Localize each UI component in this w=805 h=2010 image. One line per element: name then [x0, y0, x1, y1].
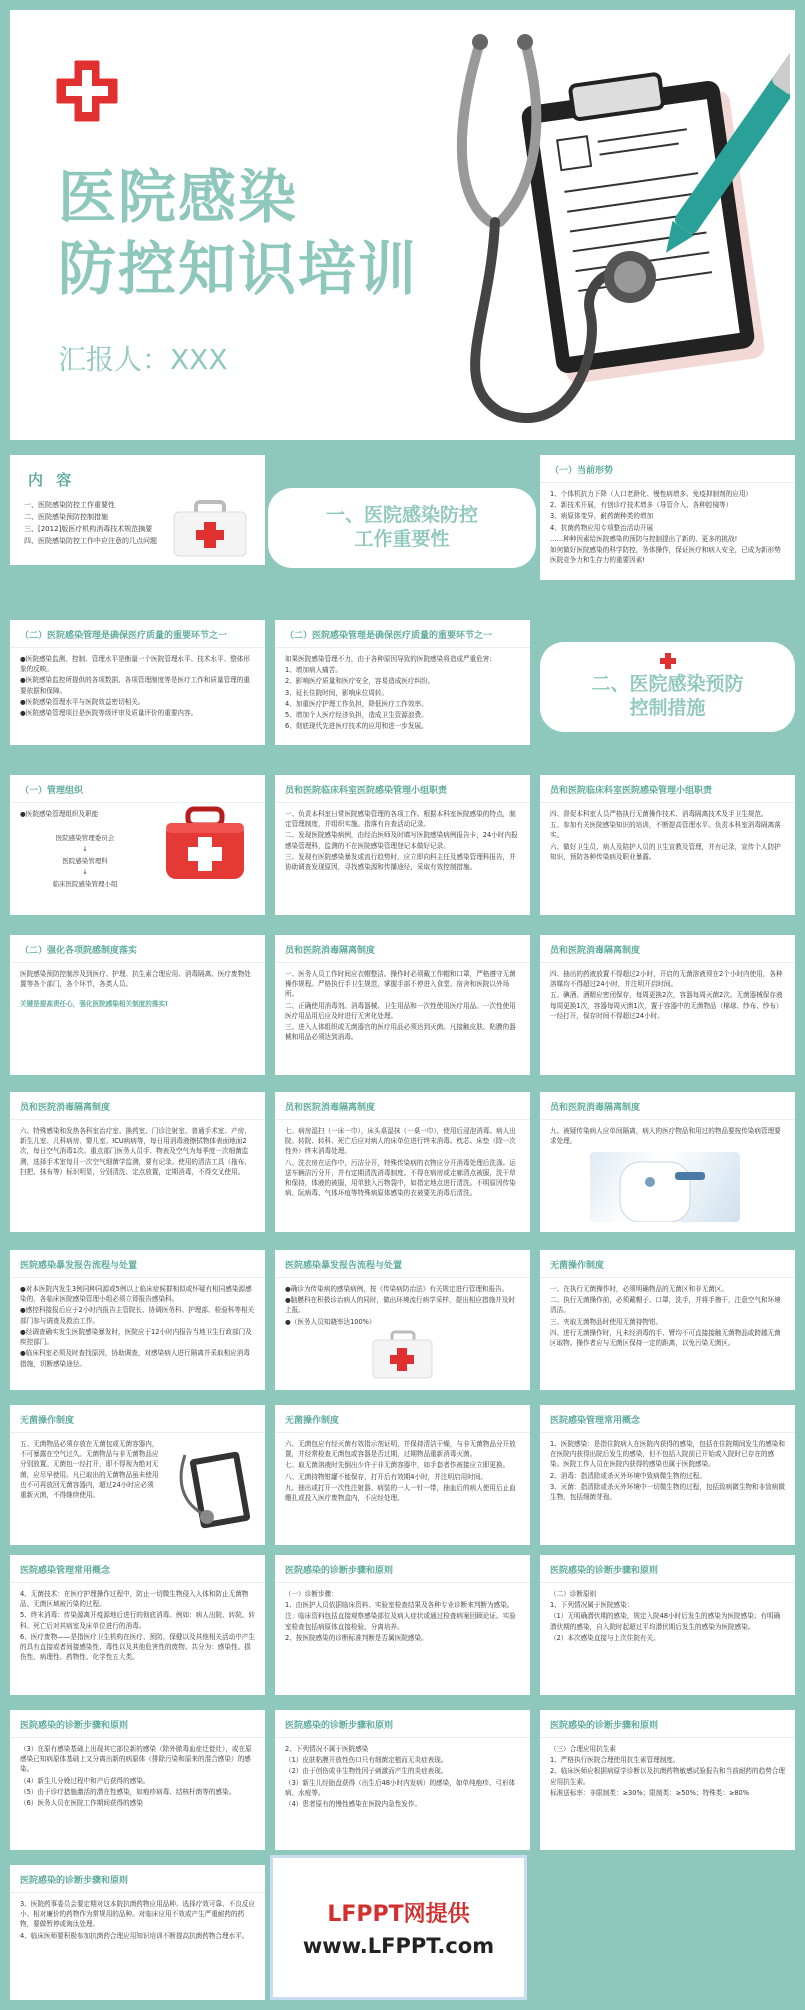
slide-heading: 医院感染管理常用概念 — [10, 1555, 265, 1583]
slide-line: 1、严格执行医院合理使用抗生素管理制度。 — [550, 1756, 680, 1765]
slide-8 — [275, 935, 530, 1075]
slide-line: 五、参加有关医院感染知识的培训，不断提高管理水平。负责本科室消毒隔离落实。 — [550, 821, 781, 840]
slide-line: （6）医务人员在医院工作期间获得的感染 — [20, 1799, 143, 1808]
slide-line: 1、由医护人员依据临床资料、实验室检查结果及各种专业诊断来判断为感染。 — [285, 1601, 514, 1610]
slide-line: ……种种因素给医院感染的预防与控制提出了新的、更多的挑战! — [550, 534, 738, 543]
slide-heading: 医院感染的诊断步骤和原则 — [10, 1865, 265, 1893]
slide-line: 2、按医院感染的诊断标准判断是否属医院感染。 — [285, 1633, 428, 1642]
slide-3 — [275, 620, 530, 745]
section-title-text: 二、医院感染预防 控制措施 — [591, 673, 744, 719]
slide-line: 七、病房湿扫（一床一巾），床头桌湿抹（一桌一巾），使用后浸泡消毒。病人出院、转院、转科、死亡后应对病人的床单位进行终末消毒。枕芯、床垫（除一次性外）终末消毒处理。 — [285, 1127, 516, 1156]
toc-item: 一、医院感染防控工作重要性 — [24, 501, 115, 509]
slide-line: 2、临床医师应根据病原学诊断以及抗菌药物敏感试验报告和当前耐药的趋势合理应用抗生素。 — [550, 1767, 785, 1786]
slide-14 — [275, 1250, 530, 1390]
toc-item: 四、医院感染防控工作中应注意的几点问题 — [24, 536, 157, 545]
slide-heading: 医院感染管理常用概念 — [540, 1405, 795, 1433]
slide-line: 八、无菌持物钳罐不能保存，打开后有效期4小时，并注明启用时间。 — [285, 1472, 488, 1481]
slide-line: 三、进入人体组织或无菌器官的医疗用品必须达到灭菌。凡接触皮肤、粘膜的器械和用品必须达到消毒。 — [285, 1023, 516, 1042]
slide-line: （1）无明确潜伏期的感染，规定入院48小时后发生的感染为医院感染；有明确潜伏期的感染，自入院时起超过平均潜伏期后发生的感染为医院感染。 — [550, 1612, 781, 1631]
slide-4 — [10, 775, 265, 915]
slide-heading: （二）医院感染管理是确保医疗质量的重要环节之一 — [275, 620, 530, 648]
first-aid-kit-icon — [170, 500, 250, 558]
slide-line: 二、发现医院感染病例，由经治医师及时填写医院感染病例报告卡，24小时内报感染管理科，监测的不在医院感染管理登记本做好记录。 — [285, 831, 518, 850]
slide-line: 一、在执行无菌操作时，必须明确物品的无菌区和非无菌区。 — [550, 1285, 729, 1293]
slide-line: （3）新生儿经胎盘获得（出生后48小时内发病）的感染，如单纯疱疹、弓形体病、水痘等。 — [285, 1778, 516, 1797]
slide-line: 二、正确使用消毒剂。消毒器械、卫生用品和一次性使用医疗用品。一次性使用医疗用品用后应及时进行无害化处理。 — [285, 1001, 516, 1020]
slide-7 — [10, 935, 265, 1075]
slide-line: ●医院感染监测、控制、管理水平是衡量一个医院管理水平、技术水平、整体形象的反映。 — [20, 655, 250, 674]
section-title-text: 一、医院感染防控 工作重要性 — [325, 504, 478, 550]
slide-line: ●确诊为传染病的感染病例，按《传染病防治法》有关规定进行管理和报告。 — [285, 1285, 509, 1293]
slide-line: 七、取无菌溶液时先倒出少许于非无菌容器中，如手套者作被接应立即更换。 — [285, 1461, 510, 1470]
slide-line: ●医院感染监控所提供的各项数据、各项管理制度等是医疗工作和质量管理的重要依据和保障。 — [20, 676, 250, 695]
slide-18 — [540, 1405, 795, 1545]
toc-item: 二、医院感染预防控制措施 — [24, 512, 108, 521]
slide-6 — [540, 775, 795, 915]
arrow-down-icon: ↓ — [82, 845, 88, 853]
slide-heading: 员和医院消毒隔离制度 — [275, 935, 530, 963]
section-title-1 — [268, 488, 536, 568]
slide-heading: 无菌操作制度 — [275, 1405, 530, 1433]
slide-line: 医院感染预防控制涉及到医疗、护理、抗生素合理应用、消毒隔离、医疗废物处置等各个部门，各个环节，各类人员。 — [20, 970, 251, 989]
doctor-photo — [590, 1152, 740, 1222]
slide-line: 五、无菌物品必须存放在无菌包或无菌容器内，不可暴露在空气过久。无菌物品与非无菌物品应分别放置。无菌包一经打开，即不得视为绝对无菌，应尽早使用。凡已取出的无菌物品虽未使用也不可再放回无菌容器内，超过24小时应必须重新灭菌，不得继续使用。 — [20, 1440, 159, 1500]
slide-22 — [10, 1710, 265, 1850]
slide-line: 九、被疑传染病人应单间隔离，病人的医疗物品和用过的物品要按传染病管理要求处理。 — [550, 1127, 781, 1146]
slide-line: 2、影响医疗质量和医疗安全，容易造成医疗纠纷。 — [285, 677, 435, 686]
first-aid-kit-icon — [370, 1330, 435, 1380]
slide-line: 3、医院药事委员会要定期对这本院抗菌药物应用品种、选择疗效可靠、不良反应小、相对廉价的药物作为常规用的品种。对临床应用不效或产生严重耐药的药物，要做暂停或淘汰处理。 — [20, 1900, 255, 1929]
clipboard-stethoscope-illustration — [440, 22, 790, 432]
slide-heading: 员和医院消毒隔离制度 — [540, 935, 795, 963]
slide-line: 4、加重医疗护理工作负担，降低医疗工作效率。 — [285, 699, 428, 708]
slide-line: 标准送标率：非限制类：≥30%；限制类：≥50%；特殊类：≥80% — [550, 1788, 750, 1797]
cover-title-line2: 防控知识培训 — [58, 235, 419, 303]
slide-line: 1、增加病人痛苦。 — [285, 666, 342, 675]
slide-line: 1、个体机抗力下降（人口老龄化、慢性病增多、免疫抑制剂的应用） — [550, 490, 753, 498]
slide-heading: 医院感染暴发报告流程与处置 — [10, 1250, 265, 1278]
first-aid-kit-icon — [160, 805, 250, 885]
slide-line: ●医院感染管理水平与医院效益密切相关。 — [20, 697, 145, 706]
slide-line: （一）诊断步骤： — [285, 1590, 338, 1598]
slide-13 — [10, 1250, 265, 1390]
slide-line: ●对本医院内发生3例同种同源或5例以上临床症候群相似或怀疑有相同感染源感染的，各临床医院感染管理小组必须立即报告感染科。 — [20, 1285, 252, 1304]
slide-line: ●医院感染管理项目是医院等级评审及质量评价的重要内容。 — [20, 709, 198, 718]
slide-heading: 员和医院消毒隔离制度 — [275, 1092, 530, 1120]
slide-line: （1）皮肤粘膜开放性伤口只有细菌定植而无炎症表现。 — [285, 1756, 448, 1765]
slide-17 — [275, 1405, 530, 1545]
slide-line: 六、无菌包应有经灭菌有效指示剂证明，并保持清洁干燥，与非无菌物品分开放置，并经常检查无菌包或容器是否过期，过期物品重新消毒灭菌。 — [285, 1440, 516, 1459]
slide-line: 五、碘酒、酒精应密闭保存，每周更换2次，容器每周灭菌2次。无菌器械保存液每周更换1次，容器每周灭菌1次，置于容器中的无菌物品（棉球、纱布、纱布）一经打开，保存时间不得超过24小时。 — [550, 991, 783, 1020]
slide-line: ●医院感染管理组织及职能 — [20, 810, 99, 818]
slide-line: 一、医务人员工作时间应衣帽整洁。操作时必须戴工作帽和口罩，严格遵守无菌操作规程。严格执行手卫生规范，掌握手部不停进入食堂、宿舍和医院以外场所。 — [285, 970, 516, 999]
slide-5 — [275, 775, 530, 915]
slide-12 — [540, 1092, 795, 1232]
footer-line2: www.LFPPT.com — [302, 1934, 495, 1958]
slide-line: 六、做好卫生员、病人及陪护人员的卫生宣教及管理，并有记录，宣传个人防护知识，预防各种传染病及职业暴露。 — [550, 842, 781, 861]
stethoscope-clipboard-icon — [175, 1445, 255, 1535]
slide-11 — [275, 1092, 530, 1232]
doctor-hands-icon — [590, 1152, 740, 1222]
toc-item: 三、[2012]版医疗机构消毒技术规范摘要 — [24, 524, 153, 533]
slide-line: 4、临床医师要积极参加抗菌药合理应用知识培训不断提高抗菌药物合理水平。 — [20, 1931, 249, 1940]
slide-19 — [10, 1555, 265, 1695]
slide-heading: 医院感染的诊断步骤和原则 — [10, 1710, 265, 1738]
slide-15 — [540, 1250, 795, 1390]
slide-heading: 无菌操作制度 — [540, 1250, 795, 1278]
slide-heading: 医院感染的诊断步骤和原则 — [540, 1710, 795, 1738]
slide-highlight: 关键是提高责任心，强化医院感染相关制度的落实! — [20, 1000, 169, 1009]
toc-slide — [10, 455, 265, 565]
red-cross-icon — [56, 60, 118, 122]
arrow-down-icon: ↓ — [82, 868, 88, 876]
slide-line: 2、新技术开展，有创诊疗技术增多（导管介入、各种腔镜等） — [550, 501, 733, 510]
slide-21 — [540, 1555, 795, 1695]
slide-line: 九、抽出或打开一次性注射器、病装的一人一针一带，抽血后的病人使用后止血绷扎或投入医疗废物盒内，不应经处理。 — [285, 1483, 516, 1503]
slide-line: （3）在原有感染基础上出现其它部位新的感染（除外脓毒血症迁徙灶），或在原感染已知病原体基础上又分离出新的病原体（排除污染和原来的混合感染）的感染。 — [20, 1745, 252, 1774]
slide-2 — [10, 620, 265, 745]
slide-16 — [10, 1405, 265, 1545]
slide-heading: 医院感染的诊断步骤和原则 — [540, 1555, 795, 1583]
red-cross-icon — [660, 653, 676, 669]
slide-line: 二、执行无菌操作前，必须戴帽子、口罩，洗手，并将手擦干，注意空气和环境清洁。 — [550, 1296, 781, 1315]
slide-line: 2、消毒：指清除或杀灭外环境中致病微生物的过程。 — [550, 1471, 706, 1480]
cover-title-line1: 医院感染 — [58, 163, 299, 231]
slide-line: （4）患者原有的慢性感染在医院内急性发作。 — [285, 1800, 422, 1809]
slide-line: 3、病原体变异，耐药菌种类的增加 — [550, 512, 654, 521]
section-title-2 — [540, 642, 795, 732]
slide-line: 1、下列情况属于医院感染： — [550, 1601, 634, 1610]
slide-24 — [540, 1710, 795, 1850]
slide-1 — [540, 455, 795, 580]
slide-line: ●（医务人员知晓率达100%） — [285, 1317, 376, 1326]
slide-line: 4、抗菌药物应用专项整治活动开展 — [550, 523, 654, 532]
slide-heading: 医院感染的诊断步骤和原则 — [275, 1555, 530, 1583]
slide-heading: 医院感染的诊断步骤和原则 — [275, 1710, 530, 1738]
slide-line: 6、医疗废物——是指医疗卫生机构在医疗、预防、保健以及其他相关活动中产生的具有直接或者间接感染性、毒性以及其他危害性的废物。共分为：感染性、损伤性、病理性、药物性、化学性五大类。 — [20, 1632, 255, 1662]
slide-heading: （二）强化各项院感制度落实 — [10, 935, 265, 963]
cover-reporter: 汇报人：XXX — [58, 343, 228, 376]
slide-23 — [275, 1710, 530, 1850]
toc-heading: 内 容 — [28, 471, 76, 489]
slide-heading: （二）医院感染管理是确保医疗质量的重要环节之一 — [10, 620, 265, 648]
slide-line: （4）新生儿分娩过程中和产后获得的感染。 — [20, 1776, 150, 1785]
slide-heading: 医院感染暴发报告流程与处置 — [275, 1250, 530, 1278]
slide-line: 6、彻底现代先进医疗技术的应用和进一步发展。 — [285, 722, 428, 731]
slide-line: ●经调查确实发生医院感染暴发时，医院应于12小时内报告当地卫生行政部门及疾控部门。 — [20, 1327, 252, 1347]
org-node: 医院感染管理委员会 — [55, 834, 115, 842]
slide-line: 3、灭菌：指清除或杀灭外环境中一切微生物的过程，包括致病微生物和非致病微生物，包括细菌芽孢。 — [550, 1482, 785, 1502]
slide-25 — [10, 1865, 265, 2000]
slide-line: 三、发现有医院感染暴发或流行趋势时，应立即向科主任及感染管理科报告，并协助调查发现原因，寻找感染源和传播途径，采取有效控制措施。 — [285, 852, 516, 872]
slide-9 — [540, 935, 795, 1075]
slide-line: 1、医院感染：是指住院病人在医院内获得的感染，包括在住院期间发生的感染和在医院内获得出院后发生的感染，但不包括入院前已开始或入院时已存在的感染。医院工作人员在医院内获得的感染也属于医院感染。 — [550, 1440, 785, 1469]
footer-line1: LFPPT网提供 — [327, 1902, 470, 1927]
slide-line: ●感控科接报后应于2小时内报告主管院长、协调医务科、护理部、检验科等相关部门参与调查及救治工作。 — [20, 1306, 255, 1325]
slide-heading: （一）当前形势 — [540, 455, 795, 483]
slide-heading: 员和医院临床科室医院感染管理小组职责 — [275, 775, 530, 803]
slide-line: 4、无菌技术：在医疗护理操作过程中，防止一切微生物侵入人体和防止无菌物品、无菌区域被污染的过程。 — [20, 1590, 249, 1609]
slide-heading: 无菌操作制度 — [10, 1405, 265, 1433]
slide-line: （三）合理应用抗生素 — [550, 1745, 616, 1753]
lfppt-footer — [270, 1855, 527, 2000]
slide-line: 四、督促本科室人员严格执行无菌操作技术、消毒隔离技术及手卫生规范。 — [550, 810, 768, 818]
slide-line: 四、进行无菌操作时，凡未经消毒的手、臂均不可直接接触无菌物品或跨越无菌区取物。操作者应与无菌区保持一定的距离，以免污染无菌区。 — [550, 1328, 781, 1348]
slide-line: （5）由于诊疗措施激活的潜在性感染，如疱疹病毒、结核杆菌等的感染。 — [20, 1787, 236, 1796]
org-chart — [30, 830, 140, 891]
slide-line: （2）本次感染直接与上次住院有关。 — [550, 1633, 660, 1642]
slide-line: 5、终末消毒：传染源离开疫源地后进行的彻底消毒。例如：病人出院、转院、转科、死亡后对其病室及床单位进行的消毒。 — [20, 1611, 255, 1630]
slide-line: 如果医院感染管理不力，由于各种原因导致的医院感染将造成严重危害: — [285, 655, 492, 663]
slide-10 — [10, 1092, 265, 1232]
slide-line: 八、洗衣房在运作中，污洁分开，特殊传染病的衣物应分开消毒处理后洗涤。运送车辆洁污分开，并有定期清洗消毒制度。不得在病房或走廊清点被服，洗干草和保持，体液的被服，用单独入污物袋中，如指定地点进行清洗。不明原因传染病、阮病毒、气体坏疽等特殊病原体感染的衣被要先消毒后清洗。 — [285, 1158, 516, 1198]
slide-line: 如何做好医院感染的科学防控，务体操作，保证医疗和病人安全，已成为新形势医院竞争力和生存力的重要因素! — [550, 546, 781, 565]
slide-line: 2、下列情况不属于医院感染 — [285, 1745, 369, 1753]
slide-line: 一、负责本科室日常医院感染管理的各项工作。根据本科室医院感染的特点，制定管理制度，并组织实施。指落有自查活动记录。 — [285, 810, 516, 829]
slide-heading: 员和医院临床科室医院感染管理小组职责 — [540, 775, 795, 803]
org-node: 医院感染管理科 — [62, 857, 108, 865]
slide-heading: 员和医院消毒隔离制度 — [10, 1092, 265, 1120]
slide-line: （2）由于创伤或非生物性因子刺激而产生的炎症表现。 — [285, 1767, 448, 1776]
slide-line: ●脑膜科在积极诊治病人的同时，做出环境流行病学采样，提出相应措施并及时上报。 — [285, 1296, 515, 1315]
slide-line: 四、抽出的药液放置不得超过2小时，开启的无菌溶液须在2个小时内使用，各种溶媒均不得超过24小时，并注明开启时间。 — [550, 970, 783, 989]
slide-line: 三、夹取无菌物品时使用无菌持物钳。 — [550, 1317, 663, 1326]
slide-line: 六、特殊感染和发热各科室治疗室、换药室、门诊注射室、普通手术室、产房、新生儿室、儿科病房、婴儿室、ICU病病等，每日用消毒液擦拭物体表面地面2次，每日空气消毒1次。重点部门医务人员手、物表及空气为每季度一次细菌监测，选择手术室每月一次空气细菌学监测，要有记录。使用的清洁工具（拖布、扫把、抹布等）标识明显，分别清洗、定点放置，定期消毒，不得交叉使用。 — [20, 1127, 251, 1176]
org-node: 临床医院感染管理小组 — [52, 880, 118, 888]
slide-20 — [275, 1555, 530, 1695]
slide-heading: （一）管理组织 — [10, 775, 265, 803]
slide-line: 注：临床资料包括直接观察感染部位及病人症状或通过检查病案回顾论证。实验室检查包括病原体直接检验、分离培养。 — [285, 1612, 516, 1631]
slide-line: ●临床科室必须及时查找原因，协助调查，对感染病人进行隔离并采取相应消毒措施，切断感染途径。 — [20, 1349, 250, 1368]
slide-line: 3、延长住院时间，影响床位周转。 — [285, 688, 389, 697]
cover-slide — [10, 10, 795, 440]
slide-line: （二）诊断原则 — [550, 1590, 597, 1598]
slide-line: 5、增加个人医疗经济负担，造成卫生资源浪费。 — [285, 711, 428, 720]
slide-heading: 员和医院消毒隔离制度 — [540, 1092, 795, 1120]
